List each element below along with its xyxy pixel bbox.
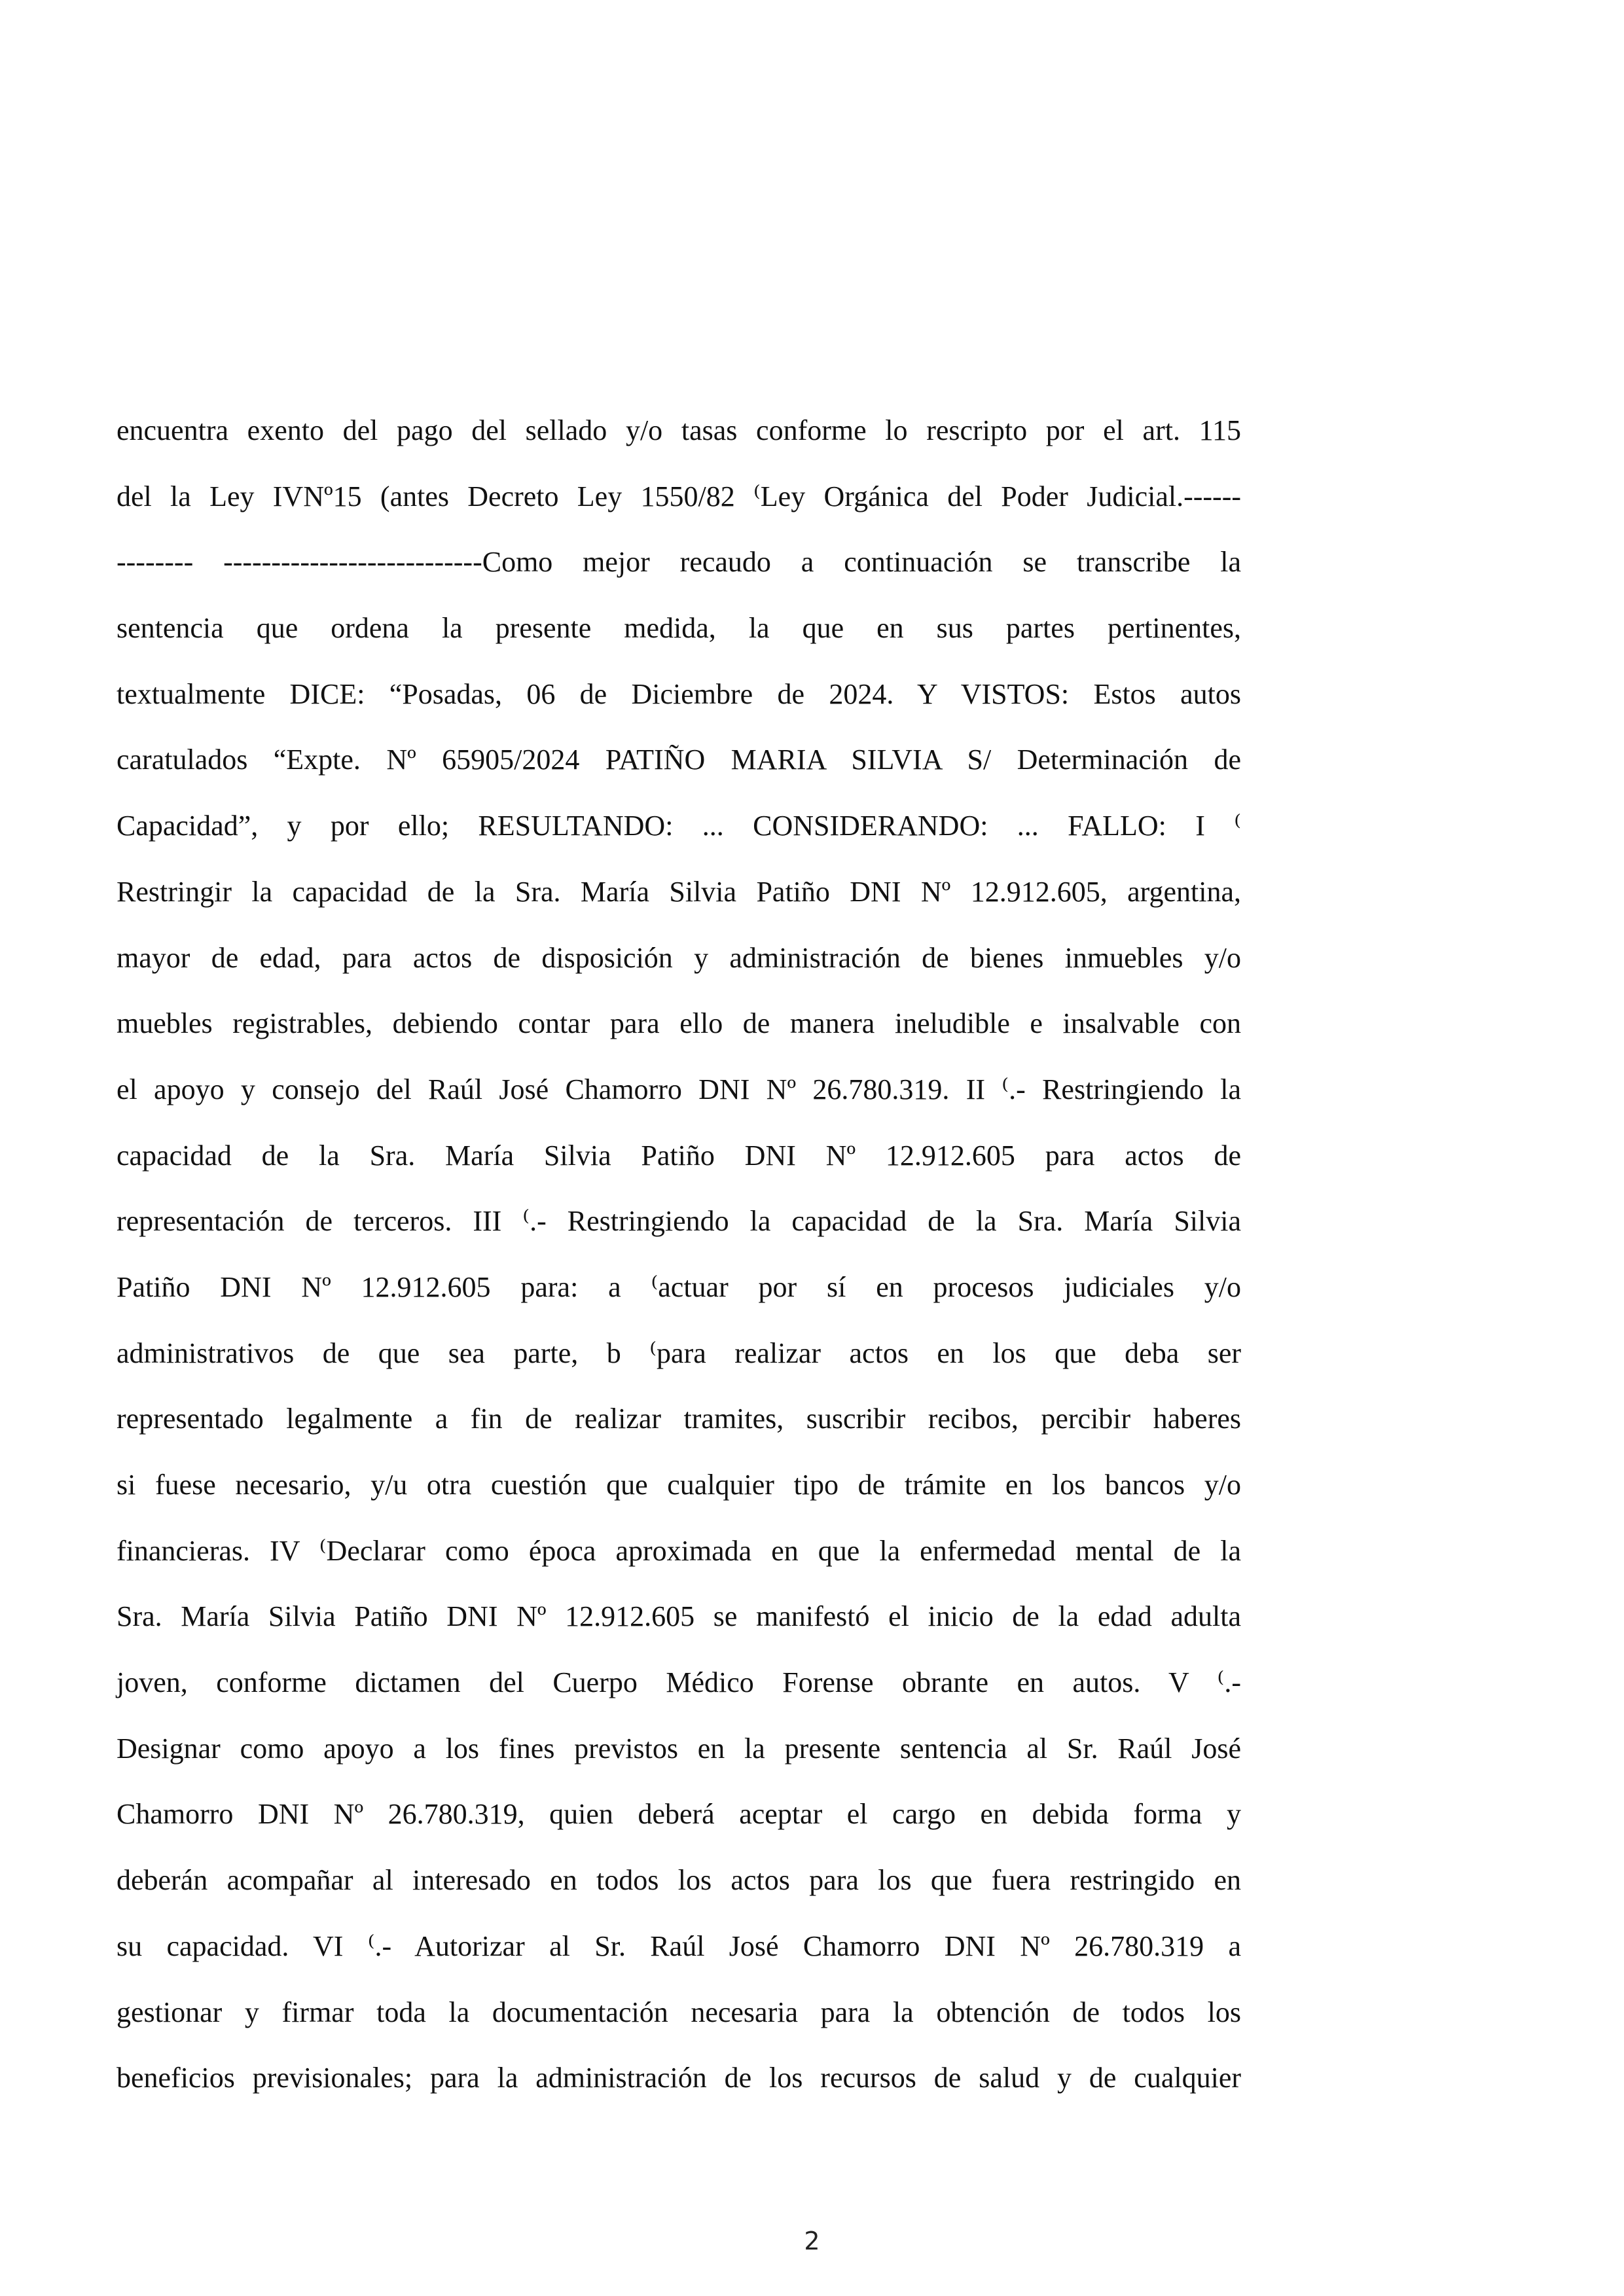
text-line-13: representación de terceros. III ⁽.- Restringiendo la capacidad de la Sra. María Silvia — [117, 1205, 1241, 1238]
text-line-14: Patiño DNI Nº 12.912.605 para: a ⁽actuar por sí en procesos judiciales y/o — [117, 1270, 1241, 1303]
text-line-2: del la Ley IVNº15 (antes Decreto Ley 1550/82 ⁽Ley Orgánica del Poder Judicial.------ — [117, 480, 1241, 512]
text-line-19: Sra. María Silvia Patiño DNI Nº 12.912.605 se manifestó el inicio de la edad adulta — [117, 1600, 1241, 1633]
text-line-23: deberán acompañar al interesado en todos los actos para los que fuera restringido en — [117, 1864, 1241, 1897]
page-number: 2 — [804, 2227, 820, 2255]
text-line-12: capacidad de la Sra. María Silvia Patiño DNI Nº 12.912.605 para actos de — [117, 1139, 1241, 1172]
text-line-8: Restringir la capacidad de la Sra. María Silvia Patiño DNI Nº 12.912.605, argentina, — [117, 875, 1241, 908]
text-line-9: mayor de edad, para actos de disposición y administración de bienes inmuebles y/o — [117, 941, 1241, 974]
text-line-25: gestionar y firmar toda la documentación necesaria para la obtención de todos los — [117, 1996, 1241, 2028]
text-line-11: el apoyo y consejo del Raúl José Chamorro DNI Nº 26.780.319. II ⁽.- Restringiendo la — [117, 1073, 1241, 1105]
text-line-6: caratulados “Expte. Nº 65905/2024 PATIÑO MARIA SILVIA S/ Determinación de — [117, 744, 1241, 776]
text-line-16: representado legalmente a fin de realizar tramites, suscribir recibos, percibir haberes — [117, 1403, 1241, 1435]
text-line-17: si fuese necesario, y/u otra cuestión que cualquier tipo de trámite en los bancos y/o — [117, 1469, 1241, 1501]
text-line-3: -------- ---------------------------Como mejor recaudo a continuación se transcribe la — [117, 546, 1241, 579]
text-line-20: joven, conforme dictamen del Cuerpo Médico Forense obrante en autos. V ⁽.- — [117, 1666, 1241, 1699]
text-line-15: administrativos de que sea parte, b ⁽para realizar actos en los que deba ser — [117, 1336, 1241, 1369]
text-line-18: financieras. IV ⁽Declarar como época aproximada en que la enfermedad mental de la — [117, 1534, 1241, 1567]
text-line-21: Designar como apoyo a los fines previstos en la presente sentencia al Sr. Raúl José — [117, 1732, 1241, 1765]
text-line-22: Chamorro DNI Nº 26.780.319, quien deberá aceptar el cargo en debida forma y — [117, 1798, 1241, 1831]
text-line-24: su capacidad. VI ⁽.- Autorizar al Sr. Raúl José Chamorro DNI Nº 26.780.319 a — [117, 1929, 1241, 1962]
text-line-10: muebles registrables, debiendo contar para ello de manera ineludible e insalvable con — [117, 1007, 1241, 1040]
text-line-7: Capacidad”, y por ello; RESULTANDO: ... CONSIDERANDO: ... FALLO: I ⁽ — [117, 810, 1241, 842]
text-line-4: sentencia que ordena la presente medida, la que en sus partes pertinentes, — [117, 612, 1241, 645]
text-line-26: beneficios previsionales; para la administración de los recursos de salud y de cualquier — [117, 2062, 1241, 2094]
text-line-1: encuentra exento del pago del sellado y/o tasas conforme lo rescripto por el art. 115 — [117, 414, 1241, 446]
document-body — [117, 398, 1241, 2111]
text-line-5: textualmente DICE: “Posadas, 06 de Diciembre de 2024. Y VISTOS: Estos autos — [117, 677, 1241, 710]
